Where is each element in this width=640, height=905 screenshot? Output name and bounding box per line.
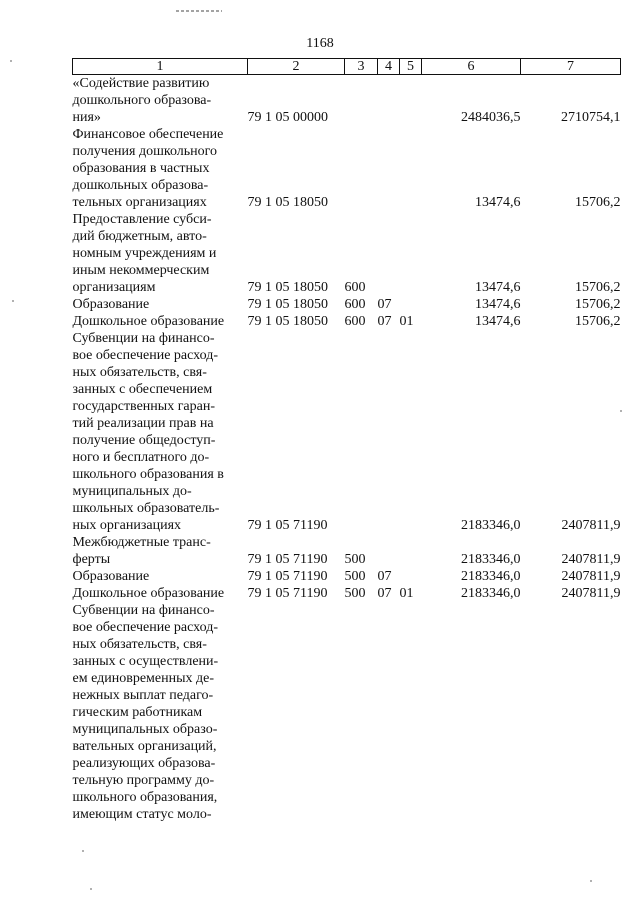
row-name-line: дошкольных образова- [72,178,209,193]
amount-year-1: 13474,6 [475,314,521,329]
expense-type: 500 [344,552,366,567]
row-name-line: ного и бесплатного до- [72,450,210,465]
row-name-line: иным некоммерческим [72,263,210,278]
row-name-line: ных обязательств, свя- [72,365,207,380]
row-name [73,211,248,296]
table-row [73,602,621,823]
budget-code: 79 1 05 71190 [247,518,328,533]
section-code: 07 [377,569,392,584]
section-code [378,330,400,534]
row-name-line: реализующих образова- [72,756,216,771]
subsection-code [400,75,422,127]
budget-code [248,602,345,823]
section-code [378,534,400,568]
table-row [73,126,621,211]
amount-year-2: 15706,2 [575,280,621,295]
expense-type [345,126,378,211]
row-name-line: Образование [72,297,150,312]
amount-year-2: 2407811,9 [561,552,621,567]
subsection-code: 01 [399,314,414,329]
budget-code: 79 1 05 18050 [247,195,328,210]
amount-year-2: 2407811,9 [561,586,621,601]
subsection-code [400,126,422,211]
table-row [73,211,621,296]
amount-year-1: 2484036,5 [461,110,521,125]
budget-code: 79 1 05 71190 [247,552,328,567]
section-code [378,75,400,127]
row-name-line: ных обязательств, свя- [72,637,207,652]
row-name-line: дий бюджетным, авто- [72,229,207,244]
row-name-line: вательных организаций, [72,739,217,754]
row-name-line: Дошкольное образование [72,586,225,601]
row-name-line: Образование [72,569,150,584]
scan-speck [82,850,84,852]
column-header-5: 5 [400,59,422,75]
expense-type [345,602,378,823]
row-name-line: ем единовременных де- [72,671,214,686]
scan-mark [176,10,222,12]
amount-year-1: 13474,6 [475,297,521,312]
subsection-code [400,211,422,296]
row-name-line: дошкольного образова- [72,93,212,108]
expense-type: 600 [344,297,366,312]
scan-speck [12,300,14,302]
subsection-code [400,602,422,823]
table-row [73,296,621,313]
table-row [73,330,621,534]
section-code [378,211,400,296]
amount-year-1: 13474,6 [475,195,521,210]
table-row [73,313,621,330]
amount-year-2: 15706,2 [575,195,621,210]
subsection-code [400,568,422,585]
expense-type: 500 [344,586,366,601]
column-header-3: 3 [345,59,378,75]
budget-code: 79 1 05 00000 [247,110,328,125]
table-row [73,75,621,127]
column-header-1: 1 [73,59,248,75]
column-header-2: 2 [248,59,345,75]
scan-speck [590,880,592,882]
row-name-line: Межбюджетные транс- [72,535,211,550]
budget-code: 79 1 05 18050 [247,314,328,329]
amount-year-2: 2710754,1 [561,110,621,125]
table-row [73,534,621,568]
row-name-line: государственных гаран- [72,399,216,414]
row-name-line: гическим работникам [72,705,203,720]
row-name-line: номным учреждениям и [72,246,217,261]
row-name [73,585,248,602]
table-body [73,75,621,824]
budget-code: 79 1 05 18050 [247,297,328,312]
row-name-line: Финансовое обеспечение [72,127,224,142]
table-row [73,585,621,602]
amount-year-1: 2183346,0 [461,518,521,533]
column-header-6: 6 [422,59,521,75]
amount-year-2: 15706,2 [575,297,621,312]
row-name [73,313,248,330]
amount-year-2: 2407811,9 [561,518,621,533]
subsection-code [400,534,422,568]
subsection-code [400,296,422,313]
scan-speck [620,410,622,412]
section-code: 07 [377,314,392,329]
amount-year-2 [521,602,621,823]
scan-speck [10,60,12,62]
row-name-line: занных с осуществлени- [72,654,219,669]
section-code: 07 [377,297,392,312]
row-name-line: муниципальных образо- [72,722,218,737]
page-number: 1168 [306,36,334,51]
budget-table [72,58,621,823]
row-name [73,330,248,534]
expense-type: 600 [344,314,366,329]
row-name-line: образования в частных [72,161,210,176]
budget-code: 79 1 05 18050 [247,280,328,295]
row-name-line: ферты [72,552,111,567]
row-name-line: вое обеспечение расход- [72,620,219,635]
row-name [73,75,248,127]
row-name-line: получение общедоступ- [72,433,216,448]
column-header-7: 7 [521,59,621,75]
expense-type [345,75,378,127]
amount-year-1 [422,602,521,823]
row-name-line: тельную программу до- [72,773,215,788]
section-code: 07 [377,586,392,601]
amount-year-1: 2183346,0 [461,586,521,601]
table-row [73,568,621,585]
row-name-line: Дошкольное образование [72,314,225,329]
row-name-line: школьного образования, [72,790,218,805]
row-name-line: занных с обеспечением [72,382,213,397]
amount-year-1: 2183346,0 [461,552,521,567]
amount-year-2: 2407811,9 [561,569,621,584]
expense-type: 600 [344,280,366,295]
row-name-line: Субвенции на финансо- [72,331,215,346]
amount-year-1: 13474,6 [475,280,521,295]
row-name-line: тельных организациях [72,195,207,210]
row-name-line: муниципальных до- [72,484,192,499]
row-name-line: Субвенции на финансо- [72,603,215,618]
column-header-4: 4 [378,59,400,75]
section-code [378,602,400,823]
row-name-line: организациям [72,280,156,295]
budget-code: 79 1 05 71190 [247,569,328,584]
row-name [73,296,248,313]
budget-code: 79 1 05 71190 [247,586,328,601]
row-name [73,126,248,211]
row-name-line: вое обеспечение расход- [72,348,219,363]
row-name [73,568,248,585]
row-name-line: имеющим статус моло- [72,807,212,822]
section-code [378,126,400,211]
row-name-line: Предоставление субси- [72,212,212,227]
table-header-row [73,59,621,75]
subsection-code: 01 [399,586,414,601]
row-name-line: ных организациях [72,518,182,533]
row-name [73,534,248,568]
amount-year-1: 2183346,0 [461,569,521,584]
row-name-line: ния» [72,110,101,125]
amount-year-2: 15706,2 [575,314,621,329]
subsection-code [400,330,422,534]
scan-speck [90,888,92,890]
row-name-line: получения дошкольного [72,144,218,159]
row-name-line: тий реализации прав на [72,416,214,431]
expense-type [345,330,378,534]
row-name-line: школьных образователь- [72,501,220,516]
row-name-line: школьного образования в [72,467,224,482]
row-name-line: «Содействие развитию [72,76,210,91]
row-name [73,602,248,823]
row-name-line: нежных выплат педаго- [72,688,214,703]
expense-type: 500 [344,569,366,584]
